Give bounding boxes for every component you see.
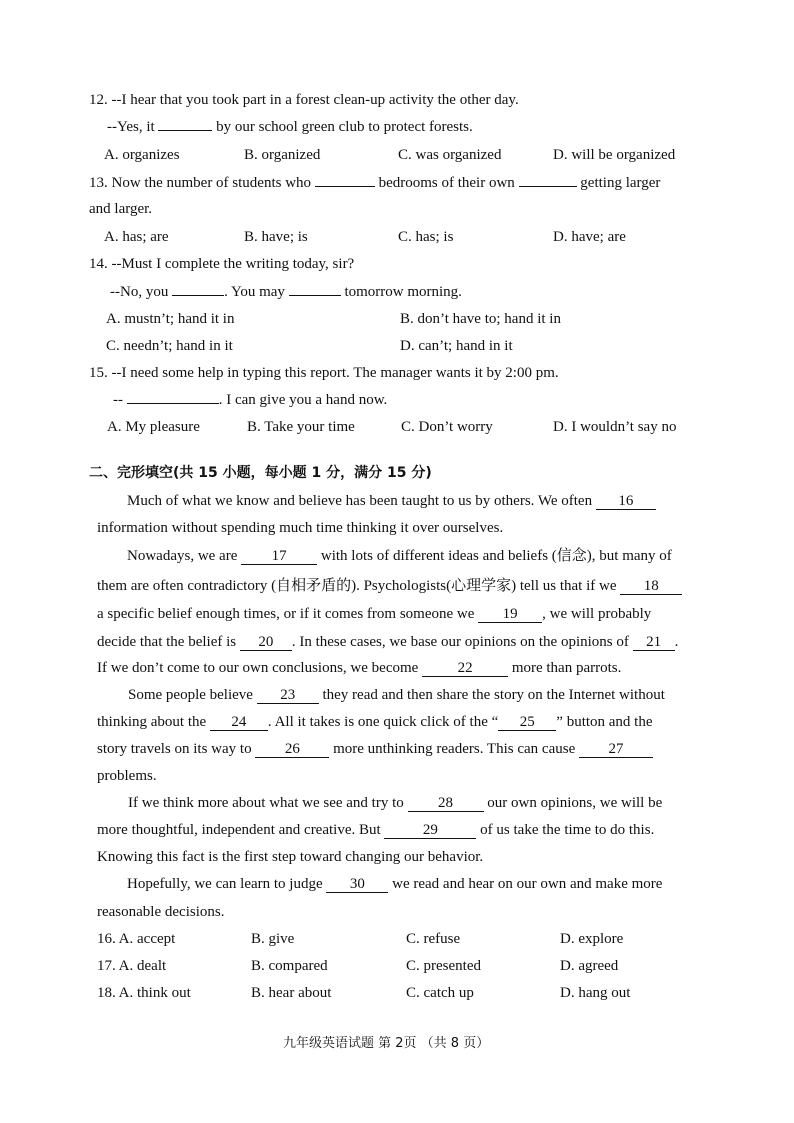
q14-option-d: D. can’t; hand in it [400,338,513,354]
q15-option-c: C. Don’t worry [401,419,493,435]
q18-option-d: D. hang out [560,985,631,1001]
passage-p2-line4 [97,632,678,652]
passage-text: story travels on its way to [97,741,252,757]
passage-text: decide that the belief is [97,634,237,650]
q14-response [110,282,462,302]
q14-option-b: B. don’t have to; hand it in [400,311,561,327]
blank-24: 24 [210,714,268,731]
q12-option-b: B. organized [244,147,321,163]
passage-p1-line1 [127,491,656,511]
q12-response [107,117,473,137]
passage-text: , we will probably [542,606,652,622]
passage-text: more thoughtful, independent and creative. But [97,822,381,838]
blank-16: 16 [596,493,656,510]
passage-p4-line2 [97,820,654,840]
passage-p5-line2: reasonable decisions. [97,904,225,920]
passage-p2-line3 [97,604,651,624]
q16-option-b: B. give [251,931,295,947]
passage-p5-line1 [127,874,662,894]
q17-option-d: D. agreed [560,958,619,974]
passage-text: ” button and the [556,714,653,730]
passage-text: thinking about the [97,714,207,730]
passage-text: Nowadays, we are [127,548,238,564]
q18-option-a: 18. A. think out [97,985,191,1001]
q14-response-part1: --No, you [110,284,169,300]
q18-option-b: B. hear about [251,985,332,1001]
q13-stem-cont: and larger. [89,201,153,217]
q14-response-part3: tomorrow morning. [344,284,462,300]
passage-text: of us take the time to do this. [480,822,655,838]
q13-stem [89,173,660,193]
passage-text: . All it takes is one quick click of the “ [267,714,499,730]
blank-17: 17 [241,548,317,565]
q12-option-c: C. was organized [398,147,502,163]
q12-option-a: A. organizes [104,147,180,163]
q15-option-d: D. I wouldn’t say no [553,419,677,435]
q14-response-part2: . You may [224,284,285,300]
q14-stem: 14. --Must I complete the writing today, sir? [89,256,355,272]
passage-text: we read and hear on our own and make more [392,876,663,892]
q15-blank [127,403,219,404]
passage-text: Much of what we know and believe has been taught to us by others. We often [127,493,593,509]
passage-text: more unthinking readers. This can cause [333,741,576,757]
section-heading-cloze: 二、完形填空(共 15 小题，每小题 1 分，满分 15 分) [89,465,432,481]
passage-text: . In these cases, we base our opinions on the opinions of [291,634,629,650]
q12-response-start: --Yes, it [107,119,155,135]
passage-p1-line2: information without spending much time thinking it over ourselves. [97,520,504,536]
q16-option-c: C. refuse [406,931,461,947]
blank-22: 22 [422,660,508,677]
q15-option-b: B. Take your time [247,419,355,435]
passage-text: Some people believe [128,687,253,703]
blank-18: 18 [620,578,682,595]
blank-26: 26 [255,741,329,758]
q16-option-d: D. explore [560,931,624,947]
q14-option-a: A. mustn’t; hand it in [106,311,235,327]
blank-30: 30 [326,876,388,893]
q15-response-part2: . I can give you a hand now. [218,392,388,408]
q12-blank [158,130,212,131]
passage-p3-line4: problems. [97,768,157,784]
passage-p2-line2 [97,576,682,596]
q14-blank-2 [289,295,341,296]
passage-p4-line3: Knowing this fact is the first step toward changing our behavior. [97,849,484,865]
blank-27: 27 [579,741,653,758]
passage-text: . [674,634,679,650]
q15-response-part1: -- [113,392,123,408]
passage-p2-line5 [97,658,621,678]
q13-option-d: D. have; are [553,229,626,245]
passage-p2-line1 [127,546,672,566]
passage-text: they read and then share the story on the Internet without [322,687,665,703]
passage-text: If we don’t come to our own conclusions, we become [97,660,419,676]
blank-25: 25 [498,714,556,731]
q12-stem: 12. --I hear that you took part in a forest clean-up activity the other day. [89,92,519,108]
passage-p3-line3 [97,739,653,759]
q13-stem-part3: getting larger [580,175,661,191]
blank-21: 21 [633,634,675,651]
passage-text: with lots of different ideas and beliefs (信念), but many of [320,548,672,564]
passage-text: our own opinions, we will be [487,795,663,811]
q16-option-a: 16. A. accept [97,931,176,947]
page-footer: 九年级英语试题 第 2页 （共 8 页） [283,1036,490,1051]
q17-option-b: B. compared [251,958,328,974]
q15-response [113,390,387,410]
q13-stem-part1: 13. Now the number of students who [89,175,312,191]
passage-text: them are often contradictory (自相矛盾的). Psychologists(心理学家) tell us that if we [97,578,617,594]
blank-19: 19 [478,606,542,623]
q14-blank-1 [172,295,224,296]
q15-option-a: A. My pleasure [107,419,200,435]
blank-29: 29 [384,822,476,839]
q13-option-a: A. has; are [104,229,169,245]
q13-option-b: B. have; is [244,229,308,245]
passage-p3-line2 [97,712,653,732]
q12-option-d: D. will be organized [553,147,676,163]
q15-stem: 15. --I need some help in typing this report. The manager wants it by 2:00 pm. [89,365,559,381]
q13-blank-1 [315,186,375,187]
blank-20: 20 [240,634,292,651]
q14-option-c: C. needn’t; hand in it [106,338,233,354]
passage-text: a specific belief enough times, or if it comes from someone we [97,606,475,622]
blank-23: 23 [257,687,319,704]
q18-option-c: C. catch up [406,985,474,1001]
q12-response-end: by our school green club to protect forests. [216,119,473,135]
passage-text: If we think more about what we see and try to [128,795,404,811]
q17-option-c: C. presented [406,958,481,974]
passage-text: more than parrots. [511,660,622,676]
q17-option-a: 17. A. dealt [97,958,167,974]
blank-28: 28 [408,795,484,812]
passage-p3-line1 [128,685,665,705]
passage-text: Hopefully, we can learn to judge [127,876,323,892]
passage-p4-line1 [128,793,662,813]
q13-option-c: C. has; is [398,229,454,245]
q13-blank-2 [519,186,577,187]
q13-stem-part2: bedrooms of their own [378,175,515,191]
